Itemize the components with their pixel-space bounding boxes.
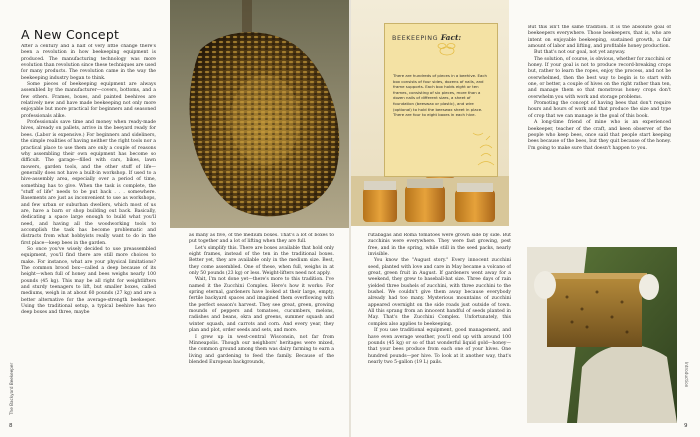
paragraph: But that's not our goal, not yet anyway. [534,50,626,56]
fact-box-label: BEEKEEPING [392,34,439,42]
paragraph: A long-time friend of mine who is an experienced beekeeper, teacher of the craft, and keen observer of the people who keep bees, once said that people start keeping bees because of the bees, but they quit because of the honey. I'm going to make sure that doesn't happen to you. [528,120,671,151]
right-page-column-2 [528,25,671,235]
paragraph: Wait, I'm not done yet—there's more to this tradition. I've named it the Zucchini Complex. Here's how it works: For spring eternal, gardeners have looked at their large, empty, fertile backyard spaces and imagined them overflowing with the perfect season's harvest. They see great, green, growing mounds of peppers and tomatoes, cucumbers, melons, radishes and beans, okra and greens, summer squash and winter squash, and carrots and corn. And every year, they plan and plot, order seeds and sets, and more. [189,277,334,334]
left-page-column-2 [189,233,334,423]
page-number-left: 8 [9,423,13,429]
beekeeper-inspecting-frame-photo [527,247,677,423]
paragraph: If you use traditional equipment, good management, and have even average weather, you'll end up with around 100 pounds (45 kg) or so of that wonderful liquid gold—honey—that your bees produce from each one of your hives. One hundred pounds—per hive. To look at it another way, that's nearly two 5-gallon (19 L) pails. [368,328,511,365]
paragraph: But this isn't the same tradition. It is the absolute goal of beekeepers everywhere. Those beekeepers, that is, who are intent on enjoyable beekeeping, sustained growth, a fair amount of labor and lifting, and profitable honey production. [528,25,671,50]
paragraph: I grew up in west-central Wisconsin, not far from Minneapolis. Though our neighbors' heritages were mixed, the common ground among them was dairy farming to earn a living and gardening to feed the family. Because of the blended European backgrounds, [189,334,334,365]
paragraph: So once you've wisely decided to use preassembled equipment, you'll find there are still more choices to make. For instance, what are your physical limitations? The common brood box—called a deep because of its height—when full of honey and bees weighs nearly 100 pounds (45 kg). This may be all right for weightlifters and sturdy teenagers to lift, but smaller boxes, called mediums, weigh in at about 60 pounds (27 kg) and are a better alternative for the average-strength beekeeper. Using the traditional setup, a typical beehive has two deep boxes and three, maybe [21,247,156,316]
fact-box-text: There are hundreds of pieces in a beehive. Each box consists of four sides, dozens of nails, and frame supports. Each box holds eight or ten frames, consisting of six pieces, more than a dozen nails of different sizes, a sheet of foundation (beeswax or plastic), and wire (optional) to hold the beeswax sheet in place. There are four to eight boxes in each hive. [393,73,487,118]
paragraph: rutabagas and Roma tomatoes were grown side by side. But zucchinis were everywhere. They were fast growing, pest free, and in the spring, while still in the seed packs, nearly invisible. [368,233,511,258]
bee-swarm-photo [170,0,349,228]
paragraph: After a century and a half of very little change there's been a revolution in how beekeeping equipment is produced. The manufacturing technology was more evolution than revolution since these techniques are used for many products. The revolution came in the way the beekeeping industry began to think. [21,44,156,81]
left-page-column-1 [21,44,156,422]
bee-swarm-illustration [170,0,349,228]
paragraph: Professionals save time and money when ready-made hives, already on pallets, arrive in the beeyard ready for bees. (Labor is expensive.) For beginners and sideliners, the simple realities of having neither the right tools nor a practical place to use them are only a couple of reasons why assembling their own equipment has become so difficult. The garage—filled with cars, bikes, lawn mowers, garden tools, and the other stuff of life—generally does not have a built-in workshop. If used to a hive-assembly area, especially over a period of time, something has to give. When the task is complete, the "stuff of life" needs to be put back . . . somewhere. Basements are just as inconvenient to use as workshops, and few urban or suburban dwellers, which most of us are, have a barn or shop building out back. Basically, dedicating a space large enough to build what you'll need, and having all the woodworking tools to accomplish the task has become problematic and distracts from what hobbyists really want to do in the first place—keep bees in the garden. [21,120,156,246]
running-head-left: The Backyard Beekeeper [9,362,14,415]
page-number-right: 9 [684,423,688,429]
fact-box-label-word: Fact: [440,33,462,42]
paragraph: Let's simplify this. There are boxes available that hold only eight frames, instead of the ten in the traditional boxes. Better yet, they are available only in the medium size. Best, they come assembled. One of these, when full, weighs in at only 50 pounds (23 kg) or less. Weight-lifters need not apply. [189,245,334,277]
beekeeping-fact-box [384,23,498,177]
paragraph: as many as five, of the medium boxes. That's a lot of boxes to put together and a lot of lifting when they are full. [189,233,334,245]
page-title: A New Concept [21,27,120,42]
paragraph: The solution, of course, is obvious, whether for zucchini or honey. If your goal is not to produce record-breaking crops but, rather to learn the ropes, enjoy the process, and not be overwhelmed, then the best way to begin is to start with one, or better, a couple of hives on the right rather than ten, and manage them so that monstrous honey crops don't overwhelm you with work and storage problems. [528,56,671,100]
beekeeper-illustration [527,247,677,423]
right-page-column-1 [368,233,511,423]
paragraph: Some pieces of beekeeping equipment are always assembled by the manufacturer—covers, bottoms, and a few others. Frames, boxes, and painted beehives are relatively new and have made beekeeping not only more enjoyable but more practical for beginners and seasoned professionals alike. [21,82,156,119]
paragraph: Promoting the concept of having bees that don't require hours and hours of work and that produce the size and type of crop that we can manage is the goal of this book. [528,101,671,119]
paragraph: You know the "August story." Every innocent zucchini seed, planted with love and care in May became a volcano of great, green fruit in August. If gardeners went away for a weekend, they grew to baseball-bat size. Three days of rain yielded three bushels of zucchini, with three zucchini to the bushel. We couldn't give them away because everybody already had too many. Mysterious mountains of zucchini appeared overnight on the side roads just outside of town. All this sprang from an innocent handful of seeds planted in May. That's the Zucchini Complex. Unfortunately, this complex also applies to beekeeping. [368,258,511,327]
running-head-right: Introduction [684,362,689,388]
